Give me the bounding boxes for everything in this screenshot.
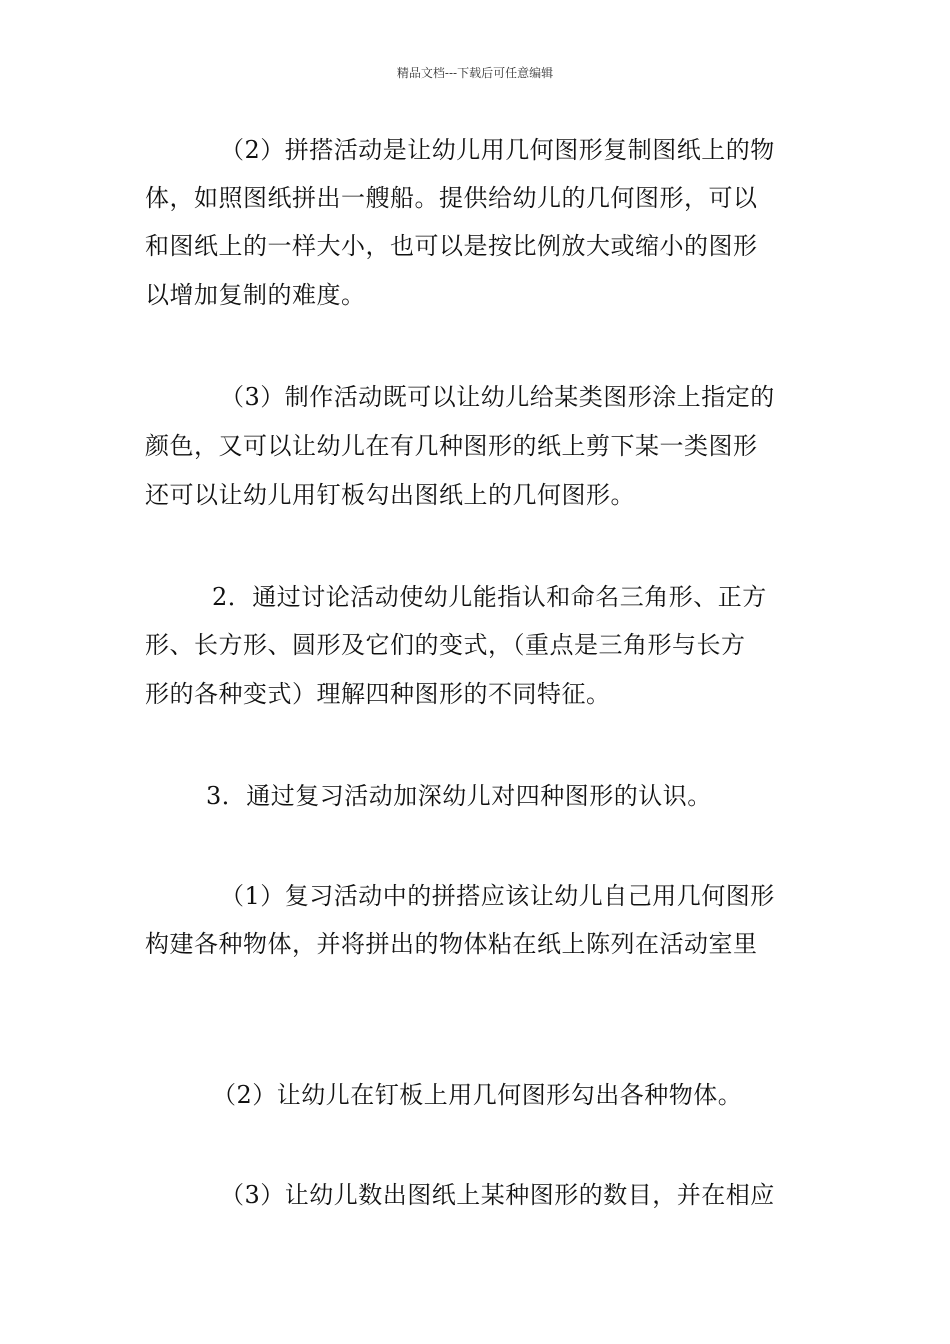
paragraph-6-line-1: （2）让幼儿在钉板上用几何图形勾出各种物体。 <box>212 1081 743 1109</box>
paragraph-1-line-1: （2）拼搭活动是让幼儿用几何图形复制图纸上的物 <box>220 136 775 164</box>
paragraph-2-line-2: 颜色，又可以让幼儿在有几种图形的纸上剪下某一类图形 <box>145 432 758 460</box>
paragraph-5-line-1: （1）复习活动中的拼搭应该让幼儿自己用几何图形 <box>220 882 775 910</box>
paragraph-3-line-1: 2．通过讨论活动使幼儿能指认和命名三角形、正方 <box>212 583 767 611</box>
paragraph-1-line-2: 体，如照图纸拼出一艘船。提供给幼儿的几何图形，可以 <box>145 184 758 212</box>
paragraph-2-line-1: （3）制作活动既可以让幼儿给某类图形涂上指定的 <box>220 383 775 411</box>
paragraph-1-line-3: 和图纸上的一样大小，也可以是按比例放大或缩小的图形 <box>145 232 758 260</box>
paragraph-4-line-1: 3．通过复习活动加深幼儿对四种图形的认识。 <box>206 782 712 810</box>
paragraph-3-line-3: 形的各种变式）理解四种图形的不同特征。 <box>145 680 611 708</box>
paragraph-5-line-2: 构建各种物体，并将拼出的物体粘在纸上陈列在活动室里 <box>145 930 758 958</box>
paragraph-2-line-3: 还可以让幼儿用钉板勾出图纸上的几何图形。 <box>145 481 635 509</box>
paragraph-3-line-2: 形、长方形、圆形及它们的变式，（重点是三角形与长方 <box>145 631 746 659</box>
paragraph-7-line-1: （3）让幼儿数出图纸上某种图形的数目，并在相应 <box>220 1181 775 1209</box>
paragraph-1-line-4: 以增加复制的难度。 <box>145 281 366 309</box>
page-header: 精品文档---下载后可任意编辑 <box>396 66 554 80</box>
